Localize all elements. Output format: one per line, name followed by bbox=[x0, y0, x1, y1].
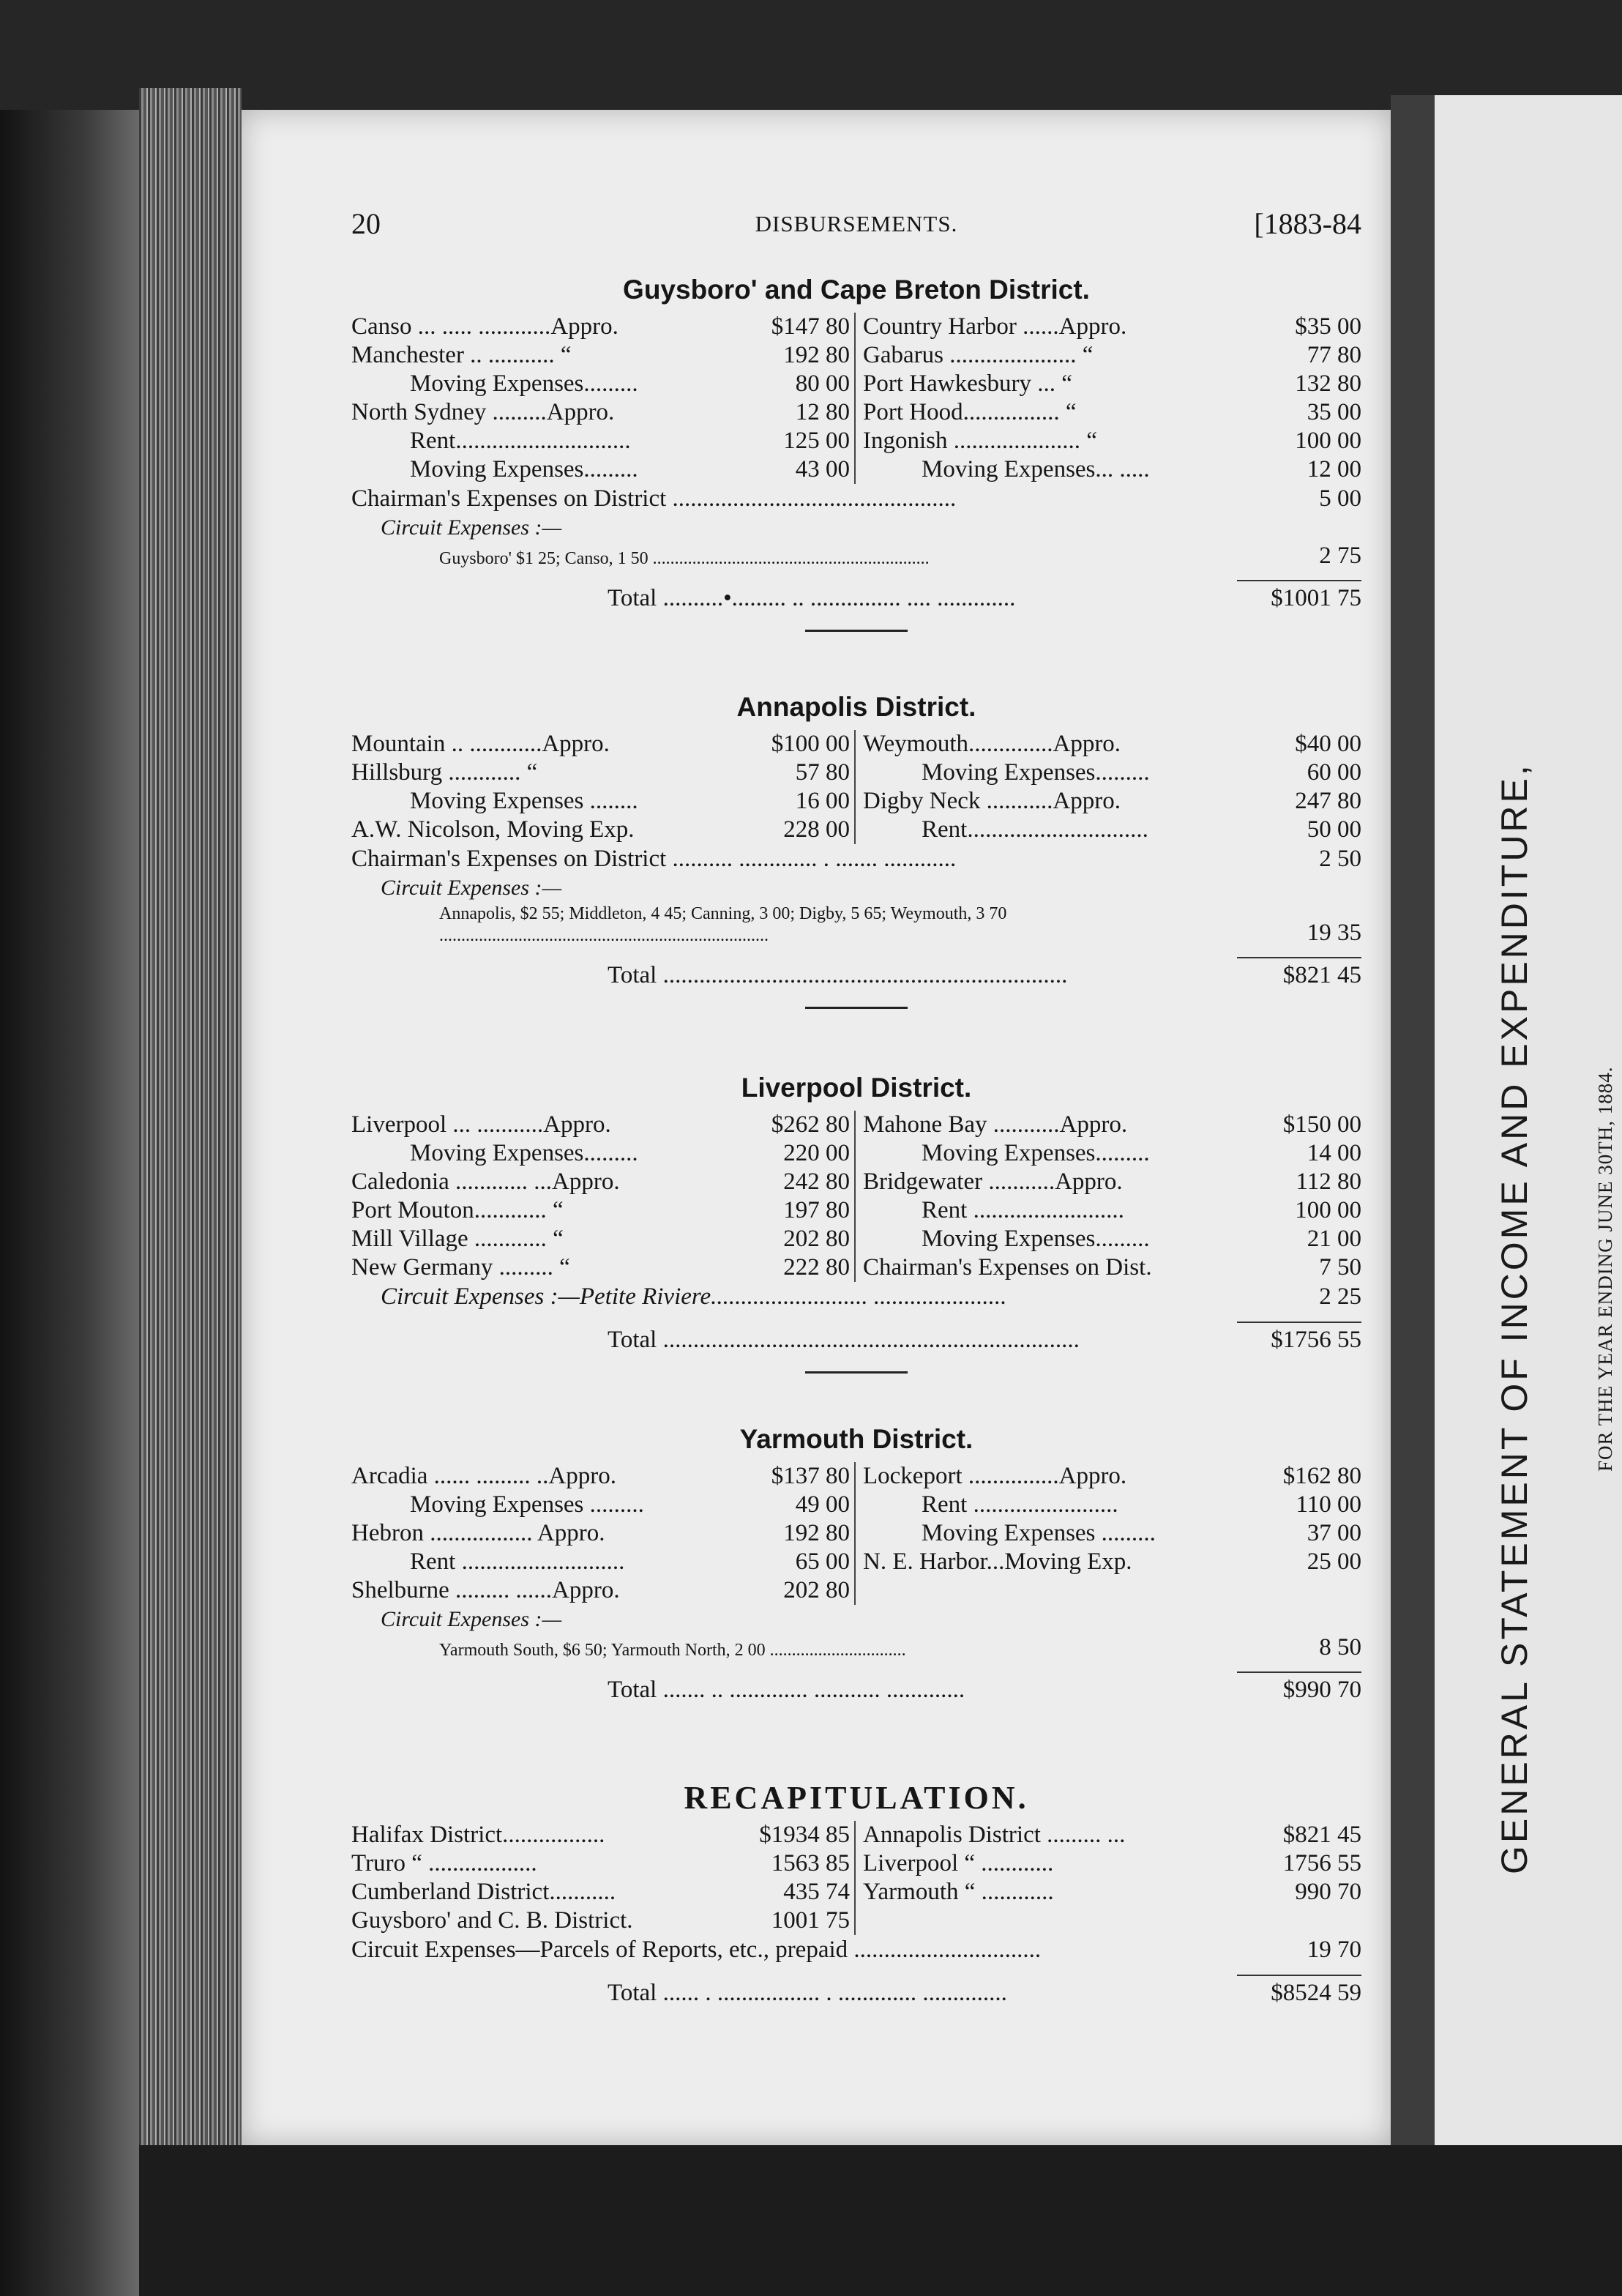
row-label: Moving Expenses ......... bbox=[410, 1491, 644, 1518]
row-amount: 192 80 bbox=[783, 342, 850, 368]
table-row bbox=[863, 370, 1361, 398]
page-number: 20 bbox=[351, 207, 381, 240]
row-label: Rent ........................... bbox=[410, 1548, 625, 1575]
table-row bbox=[351, 1491, 850, 1519]
row-amount: 247 80 bbox=[1295, 788, 1361, 814]
table-row bbox=[863, 730, 1361, 758]
circuit-expenses-heading: Circuit Expenses :— bbox=[381, 515, 562, 540]
two-column-table bbox=[351, 1462, 1361, 1605]
total-row bbox=[351, 1671, 1361, 1705]
table-row bbox=[351, 1548, 850, 1576]
row-label: Moving Expenses ........ bbox=[410, 788, 638, 814]
row-label: Hebron ................. Appro. bbox=[351, 1520, 605, 1546]
facing-page-subtitle: FOR THE YEAR ENDING JUNE 30TH, 1884. bbox=[1594, 1066, 1616, 1472]
section-recapitulation bbox=[351, 1779, 1361, 2008]
table-row bbox=[351, 787, 850, 816]
row-label: Digby Neck ...........Appro. bbox=[863, 788, 1121, 814]
right-column bbox=[856, 1111, 1361, 1282]
section-title: Yarmouth District. bbox=[739, 1424, 973, 1454]
row-amount: 242 80 bbox=[783, 1168, 850, 1195]
row-amount: 220 00 bbox=[783, 1140, 850, 1166]
table-row bbox=[351, 398, 850, 427]
table-row bbox=[863, 1519, 1361, 1548]
total-label: Total ................................................................... bbox=[608, 962, 1068, 988]
right-column bbox=[856, 313, 1361, 484]
right-column bbox=[856, 1821, 1361, 1935]
total-amount: $1756 55 bbox=[1237, 1322, 1361, 1357]
row-amount: 8 50 bbox=[1319, 1634, 1361, 1660]
circuit-expenses-detail bbox=[351, 903, 1361, 947]
row-label: Gabarus ..................... “ bbox=[863, 342, 1094, 368]
row-label: Moving Expenses......... bbox=[922, 759, 1150, 786]
total-label: Total ....... .. ............. ........... ............. bbox=[608, 1677, 965, 1703]
row-label: Guysboro' and C. B. District. bbox=[351, 1907, 633, 1934]
row-amount: 110 00 bbox=[1296, 1491, 1361, 1518]
section-divider bbox=[805, 1007, 908, 1009]
total-amount: $821 45 bbox=[1237, 957, 1361, 992]
row-amount: 435 74 bbox=[783, 1879, 850, 1905]
row-amount: 21 00 bbox=[1307, 1226, 1361, 1252]
row-label: Moving Expenses......... bbox=[410, 370, 638, 397]
row-label: Circuit Expenses :—Petite Riviere.......................... ...................... bbox=[381, 1283, 1007, 1310]
row-label: Cumberland District........... bbox=[351, 1879, 616, 1905]
row-amount: $262 80 bbox=[771, 1111, 850, 1138]
row-label: Chairman's Expenses on Dist. bbox=[863, 1254, 1152, 1281]
row-label: Rent............................. bbox=[410, 428, 631, 454]
row-amount: 65 00 bbox=[795, 1548, 850, 1575]
table-row bbox=[863, 313, 1361, 341]
table-row bbox=[863, 1111, 1361, 1139]
row-label: North Sydney .........Appro. bbox=[351, 399, 615, 425]
row-amount: 12 80 bbox=[795, 399, 850, 425]
total-row bbox=[351, 1322, 1361, 1355]
row-amount: $35 00 bbox=[1295, 313, 1361, 340]
row-amount: 77 80 bbox=[1307, 342, 1361, 368]
row-amount: 19 70 bbox=[1307, 1937, 1361, 1963]
row-label: Shelburne ......... ......Appro. bbox=[351, 1577, 620, 1603]
circuit-expenses-row bbox=[351, 1282, 1361, 1311]
row-label: Canso ... ..... ............Appro. bbox=[351, 313, 618, 340]
row-amount: 14 00 bbox=[1307, 1140, 1361, 1166]
table-row bbox=[351, 1462, 850, 1491]
circuit-expenses-row bbox=[351, 1935, 1361, 1964]
table-row bbox=[863, 1253, 1361, 1282]
table-row bbox=[863, 1225, 1361, 1253]
table-row bbox=[863, 1849, 1361, 1878]
row-amount: 43 00 bbox=[795, 456, 850, 482]
table-row bbox=[351, 313, 850, 341]
table-row bbox=[863, 455, 1361, 484]
table-row bbox=[351, 1139, 850, 1168]
chairman-expenses-row bbox=[351, 484, 1361, 513]
row-amount: 1756 55 bbox=[1282, 1850, 1361, 1876]
row-amount: 1001 75 bbox=[771, 1907, 850, 1934]
row-amount: 2 75 bbox=[1319, 543, 1361, 569]
total-row bbox=[351, 580, 1361, 614]
row-label: Arcadia ...... ......... ..Appro. bbox=[351, 1463, 617, 1489]
row-amount: 197 80 bbox=[783, 1197, 850, 1223]
section-divider bbox=[805, 630, 908, 632]
row-label: Mountain .. ............Appro. bbox=[351, 731, 610, 757]
table-row bbox=[351, 1225, 850, 1253]
table-row bbox=[351, 341, 850, 370]
row-label: Manchester .. ........... “ bbox=[351, 342, 572, 368]
table-row bbox=[351, 1878, 850, 1906]
row-label: Moving Expenses......... bbox=[410, 456, 638, 482]
row-amount: 222 80 bbox=[783, 1254, 850, 1281]
total-label: Total ..................................................................... bbox=[608, 1327, 1080, 1353]
row-label: Rent ........................ bbox=[922, 1491, 1118, 1518]
section-title: Guysboro' and Cape Breton District. bbox=[623, 275, 1090, 305]
section-title: Liverpool District. bbox=[741, 1073, 972, 1103]
left-column bbox=[351, 730, 856, 844]
circuit-expenses-heading: Circuit Expenses :— bbox=[381, 876, 562, 900]
table-row bbox=[351, 1821, 850, 1849]
row-amount: 80 00 bbox=[795, 370, 850, 397]
row-label: Circuit Expenses—Parcels of Reports, etc., prepaid ............................... bbox=[351, 1937, 1042, 1963]
row-label: Yarmouth South, $6 50; Yarmouth North, 2 00 ............................... bbox=[439, 1641, 906, 1660]
table-row bbox=[863, 341, 1361, 370]
row-label: Rent ......................... bbox=[922, 1197, 1124, 1223]
row-amount: 37 00 bbox=[1307, 1520, 1361, 1546]
row-amount: $162 80 bbox=[1282, 1463, 1361, 1489]
two-column-table bbox=[351, 1111, 1361, 1282]
row-label: Mahone Bay ...........Appro. bbox=[863, 1111, 1128, 1138]
section-title: Annapolis District. bbox=[736, 692, 976, 722]
row-label: Truro “ .................. bbox=[351, 1850, 537, 1876]
row-amount: 57 80 bbox=[795, 759, 850, 786]
row-label: Rent.............................. bbox=[922, 816, 1148, 843]
row-amount: 60 00 bbox=[1307, 759, 1361, 786]
row-label: N. E. Harbor...Moving Exp. bbox=[863, 1548, 1132, 1575]
row-amount: $100 00 bbox=[771, 731, 850, 757]
table-row bbox=[351, 1849, 850, 1878]
section-title: RECAPITULATION. bbox=[684, 1780, 1029, 1816]
row-amount: 7 50 bbox=[1319, 1254, 1361, 1281]
total-label: Total ...... . ................. . ............. .............. bbox=[608, 1980, 1007, 2006]
row-amount: $821 45 bbox=[1282, 1822, 1361, 1848]
table-row bbox=[863, 1491, 1361, 1519]
row-amount: 132 80 bbox=[1295, 370, 1361, 397]
row-label: New Germany ......... “ bbox=[351, 1254, 570, 1281]
row-label: Bridgewater ...........Appro. bbox=[863, 1168, 1123, 1195]
row-label: Port Mouton............ “ bbox=[351, 1197, 564, 1223]
row-amount: 50 00 bbox=[1307, 816, 1361, 843]
row-amount: 12 00 bbox=[1307, 456, 1361, 482]
total-amount: $990 70 bbox=[1237, 1671, 1361, 1707]
table-row bbox=[351, 370, 850, 398]
circuit-expenses-detail bbox=[351, 1634, 1361, 1661]
table-row bbox=[351, 1168, 850, 1196]
two-column-table bbox=[351, 1821, 1361, 1935]
row-amount: 990 70 bbox=[1295, 1879, 1361, 1905]
scan-background-top bbox=[0, 0, 1622, 110]
section-guysboro bbox=[351, 275, 1361, 632]
right-column bbox=[856, 1462, 1361, 1605]
left-column bbox=[351, 1462, 856, 1605]
section-annapolis bbox=[351, 692, 1361, 1009]
row-amount: $40 00 bbox=[1295, 731, 1361, 757]
row-amount: 202 80 bbox=[783, 1226, 850, 1252]
row-amount: $147 80 bbox=[771, 313, 850, 340]
book-page-edges bbox=[139, 88, 242, 2167]
row-label: Weymouth..............Appro. bbox=[863, 731, 1121, 757]
row-amount: 16 00 bbox=[795, 788, 850, 814]
table-row bbox=[863, 1196, 1361, 1225]
row-amount: 112 80 bbox=[1296, 1168, 1361, 1195]
table-row bbox=[863, 816, 1361, 844]
table-row bbox=[351, 1196, 850, 1225]
row-label: Annapolis, $2 55; Middleton, 4 45; Canning, 3 00; Digby, 5 65; Weymouth, 3 70 ........................................................................... bbox=[439, 904, 1007, 945]
table-row bbox=[351, 427, 850, 455]
table-row bbox=[863, 398, 1361, 427]
row-amount: 2 25 bbox=[1319, 1283, 1361, 1310]
left-column bbox=[351, 1111, 856, 1282]
row-label: Liverpool “ ............ bbox=[863, 1850, 1054, 1876]
table-row bbox=[863, 1139, 1361, 1168]
two-column-table bbox=[351, 313, 1361, 484]
table-row bbox=[351, 816, 850, 844]
total-amount: $8524 59 bbox=[1237, 1975, 1361, 2010]
row-amount: 1563 85 bbox=[771, 1850, 850, 1876]
running-title: DISBURSEMENTS. bbox=[755, 211, 958, 236]
row-label: Caledonia ............ ...Appro. bbox=[351, 1168, 620, 1195]
row-amount: $1934 85 bbox=[759, 1822, 850, 1848]
row-label: Moving Expenses......... bbox=[922, 1140, 1150, 1166]
row-label: Moving Expenses......... bbox=[410, 1140, 638, 1166]
table-row bbox=[863, 1168, 1361, 1196]
row-label: Lockeport ...............Appro. bbox=[863, 1463, 1127, 1489]
scan-background-left bbox=[0, 110, 139, 2296]
section-liverpool bbox=[351, 1073, 1361, 1374]
circuit-expenses-heading: Circuit Expenses :— bbox=[381, 1607, 562, 1631]
book-gutter bbox=[1391, 95, 1435, 2160]
total-amount: $1001 75 bbox=[1237, 580, 1361, 615]
total-row bbox=[351, 957, 1361, 991]
scan-background-bottom bbox=[139, 2145, 1622, 2296]
row-label: Moving Expenses... ..... bbox=[922, 456, 1150, 482]
facing-page-title: GENERAL STATEMENT OF INCOME AND EXPENDITURE, bbox=[1494, 762, 1535, 1874]
row-label: Guysboro' $1 25; Canso, 1 50 ............................................................... bbox=[439, 549, 930, 568]
total-label: Total ..........•......... .. ............... .... ............. bbox=[608, 585, 1016, 611]
row-label: Moving Expenses ......... bbox=[922, 1520, 1156, 1546]
row-amount: 192 80 bbox=[783, 1520, 850, 1546]
section-yarmouth bbox=[351, 1424, 1361, 1705]
row-label: Chairman's Expenses on District ............................................... bbox=[351, 485, 957, 512]
row-label: Hillsburg ............ “ bbox=[351, 759, 538, 786]
row-amount: 35 00 bbox=[1307, 399, 1361, 425]
left-column bbox=[351, 313, 856, 484]
section-divider bbox=[805, 1371, 908, 1374]
table-row bbox=[863, 427, 1361, 455]
right-column bbox=[856, 730, 1361, 844]
row-label: Halifax District................. bbox=[351, 1822, 605, 1848]
row-amount: 100 00 bbox=[1295, 1197, 1361, 1223]
row-label: Yarmouth “ ............ bbox=[863, 1879, 1054, 1905]
row-amount: 49 00 bbox=[795, 1491, 850, 1518]
row-amount: 19 35 bbox=[1307, 920, 1361, 946]
row-amount: $137 80 bbox=[771, 1463, 850, 1489]
table-row bbox=[351, 730, 850, 758]
row-amount: 100 00 bbox=[1295, 428, 1361, 454]
row-label: Ingonish ..................... “ bbox=[863, 428, 1097, 454]
table-row bbox=[863, 1462, 1361, 1491]
table-row bbox=[351, 1576, 850, 1605]
table-row bbox=[863, 1821, 1361, 1849]
row-label: Annapolis District ......... ... bbox=[863, 1822, 1126, 1848]
running-year: [1883-84 bbox=[1254, 207, 1361, 240]
circuit-expenses-detail bbox=[351, 543, 1361, 570]
left-column bbox=[351, 1821, 856, 1935]
table-row bbox=[863, 1548, 1361, 1576]
row-amount: 202 80 bbox=[783, 1577, 850, 1603]
table-row bbox=[351, 1906, 850, 1935]
table-row bbox=[351, 455, 850, 484]
row-amount: 228 00 bbox=[783, 816, 850, 843]
row-label: Chairman's Expenses on District .......... ............. . ....... ............ bbox=[351, 846, 957, 872]
table-row bbox=[351, 758, 850, 787]
running-head bbox=[351, 206, 1361, 250]
row-label: Liverpool ... ...........Appro. bbox=[351, 1111, 611, 1138]
table-row bbox=[351, 1519, 850, 1548]
row-amount: $150 00 bbox=[1282, 1111, 1361, 1138]
two-column-table bbox=[351, 730, 1361, 844]
table-row bbox=[351, 1111, 850, 1139]
table-row bbox=[351, 1253, 850, 1282]
row-amount: 25 00 bbox=[1307, 1548, 1361, 1575]
total-row bbox=[351, 1975, 1361, 2008]
row-label: Port Hood................ “ bbox=[863, 399, 1077, 425]
row-label: Port Hawkesbury ... “ bbox=[863, 370, 1072, 397]
table-row bbox=[863, 758, 1361, 787]
row-label: Moving Expenses......... bbox=[922, 1226, 1150, 1252]
table-row bbox=[863, 1878, 1361, 1906]
chairman-expenses-row bbox=[351, 844, 1361, 873]
row-amount: 125 00 bbox=[783, 428, 850, 454]
row-label: Mill Village ............ “ bbox=[351, 1226, 564, 1252]
row-amount: 5 00 bbox=[1319, 485, 1361, 512]
row-amount: 2 50 bbox=[1319, 846, 1361, 872]
row-label: A.W. Nicolson, Moving Exp. bbox=[351, 816, 635, 843]
table-row bbox=[863, 787, 1361, 816]
row-label: Country Harbor ......Appro. bbox=[863, 313, 1127, 340]
